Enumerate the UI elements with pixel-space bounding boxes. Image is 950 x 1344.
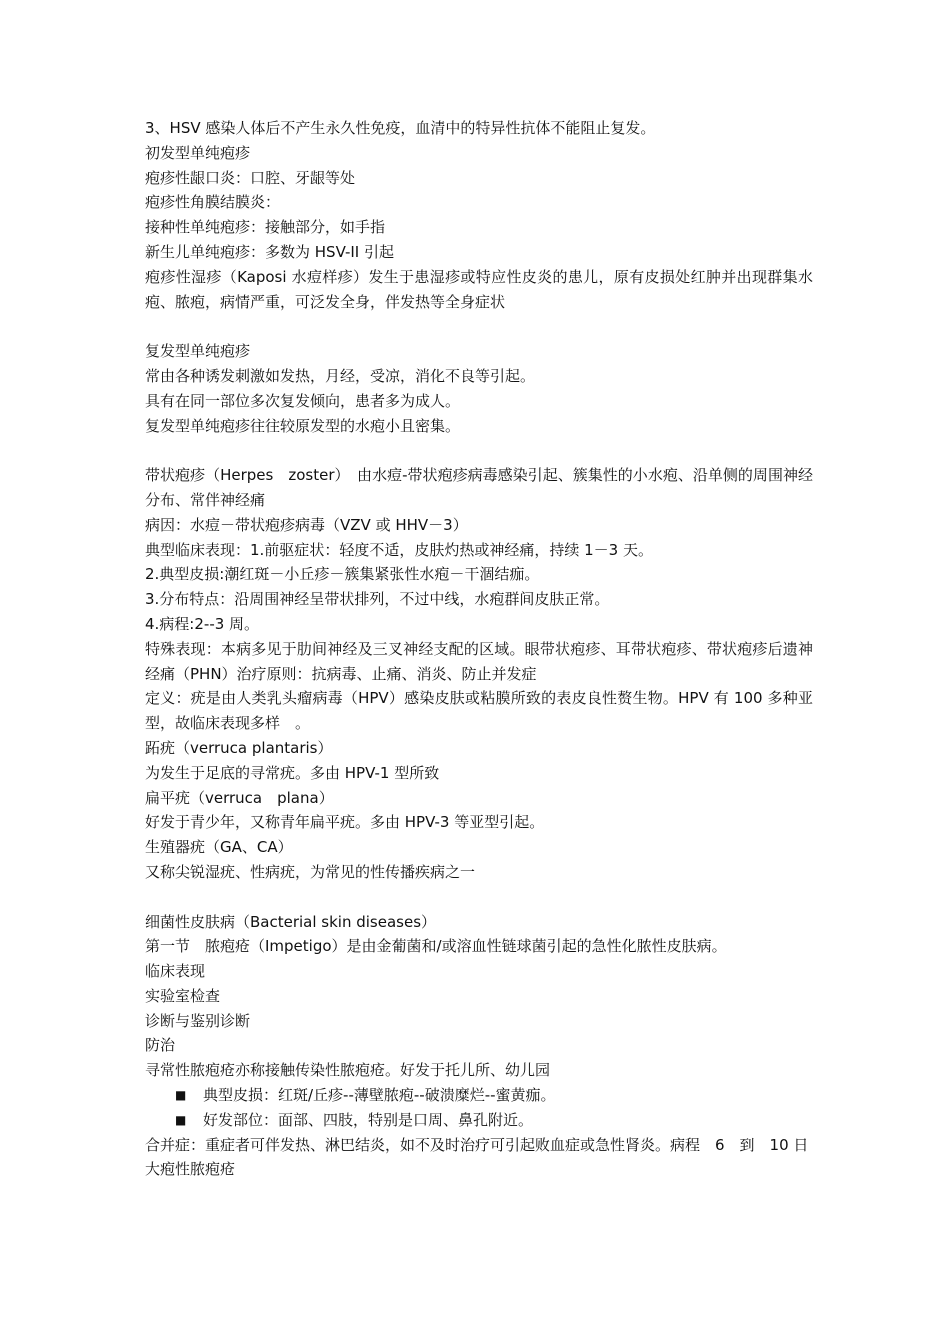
paragraph: 好发于青少年，又称青年扁平疣。多由 HPV-3 等亚型引起。 xyxy=(145,813,545,832)
paragraph: 疱疹性龈口炎：口腔、牙龈等处 xyxy=(145,168,356,187)
paragraph-impetigo: 第一节 脓疱疮（Impetigo）是由金葡菌和/或溶血性链球菌引起的急性化脓性皮肤病。 xyxy=(145,937,727,956)
bullet-item xyxy=(145,1083,813,1108)
bullet-text: 好发部位：面部、四肢，特别是口周、鼻孔附近。 xyxy=(203,1110,534,1129)
paragraph: 疱疹性角膜结膜炎： xyxy=(145,193,281,212)
paragraph: 复发型单纯疱疹往往较原发型的水疱小且密集。 xyxy=(145,416,461,435)
paragraph: 新生儿单纯疱疹：多数为 HSV-II 引起 xyxy=(145,242,394,261)
paragraph: 定义：疣是由人类乳头瘤病毒（HPV）感染皮肤或粘膜所致的表皮良性赘生物。HPV 有 100 多种亚型，故临床表现多样 。 xyxy=(145,689,813,733)
paragraph: 2.典型皮损:潮红斑－小丘疹－簇集紧张性水疱－干涸结痂。 xyxy=(145,565,540,584)
paragraph: 合并症：重症者可伴发热、淋巴结炎，如不及时治疗可引起败血症或急性肾炎。病程 6 到 10 日 xyxy=(145,1135,809,1154)
paragraph: 3、HSV 感染人体后不产生永久性免疫，血清中的特异性抗体不能阻止复发。 xyxy=(145,119,656,137)
heading-bacterial-skin-diseases: 细菌性皮肤病（Bacterial skin diseases） xyxy=(145,912,437,931)
bullet-item xyxy=(145,1108,813,1133)
blank-line xyxy=(145,438,813,463)
heading-primary-hsv: 初发型单纯疱疹 xyxy=(145,143,251,162)
paragraph: 寻常性脓疱疮亦称接触传染性脓疱疮。好发于托儿所、幼儿园 xyxy=(145,1061,551,1080)
paragraph: 病因：水痘－带状疱疹病毒（VZV 或 HHV－3） xyxy=(145,515,468,534)
paragraph: 常由各种诱发刺激如发热，月经，受凉，消化不良等引起。 xyxy=(145,366,536,385)
paragraph: 疱疹性湿疹（Kaposi 水痘样疹）发生于患湿疹或特应性皮炎的患儿，原有皮损处红肿并出现群集水疱、脓疱，病情严重，可泛发全身，伴发热等全身症状 xyxy=(145,267,813,311)
paragraph: 又称尖锐湿疣、性病疣，为常见的性传播疾病之一 xyxy=(145,862,476,881)
paragraph: 3.分布特点：沿周围神经呈带状排列，不过中线，水疱群间皮肤正常。 xyxy=(145,590,610,609)
paragraph: 生殖器疣（GA、CA） xyxy=(145,838,293,857)
paragraph: 4.病程:2--3 周。 xyxy=(145,614,260,633)
paragraph-herpes-zoster: 带状疱疹（Herpes zoster） 由水痘-带状疱疹病毒感染引起、簇集性的小水疱、沿单侧的周围神经分布、常伴神经痛 xyxy=(145,466,813,509)
blank-line xyxy=(145,314,813,339)
paragraph: 实验室检查 xyxy=(145,986,221,1005)
bullet-square-icon: ■ xyxy=(175,1088,187,1103)
paragraph: 大疱性脓疱疮 xyxy=(145,1160,236,1179)
heading-recurrent-hsv: 复发型单纯疱疹 xyxy=(145,342,251,361)
paragraph: 诊断与鉴别诊断 xyxy=(145,1011,251,1030)
paragraph: 典型临床表现：1.前驱症状：轻度不适，皮肤灼热或神经痛，持续 1－3 天。 xyxy=(145,540,653,559)
paragraph: 具有在同一部位多次复发倾向，患者多为成人。 xyxy=(145,391,461,410)
paragraph: 为发生于足底的寻常疣。多由 HPV-1 型所致 xyxy=(145,763,440,782)
bullet-text: 典型皮损：红斑/丘疹--薄壁脓疱--破溃糜烂--蜜黄痂。 xyxy=(203,1086,556,1105)
bullet-square-icon: ■ xyxy=(175,1112,187,1127)
paragraph: 接种性单纯疱疹：接触部分，如手指 xyxy=(145,218,386,237)
paragraph: 临床表现 xyxy=(145,962,206,981)
paragraph: 跖疣（verruca plantaris） xyxy=(145,738,333,757)
paragraph: 扁平疣（verruca plana） xyxy=(145,788,334,807)
paragraph: 防治 xyxy=(145,1036,176,1055)
document-body xyxy=(145,116,813,1182)
paragraph: 特殊表现：本病多见于肋间神经及三叉神经支配的区域。眼带状疱疹、耳带状疱疹、带状疱疹后遗神经痛（PHN）治疗原则：抗病毒、止痛、消炎、防止并发症 xyxy=(145,639,813,683)
blank-line xyxy=(145,885,813,910)
